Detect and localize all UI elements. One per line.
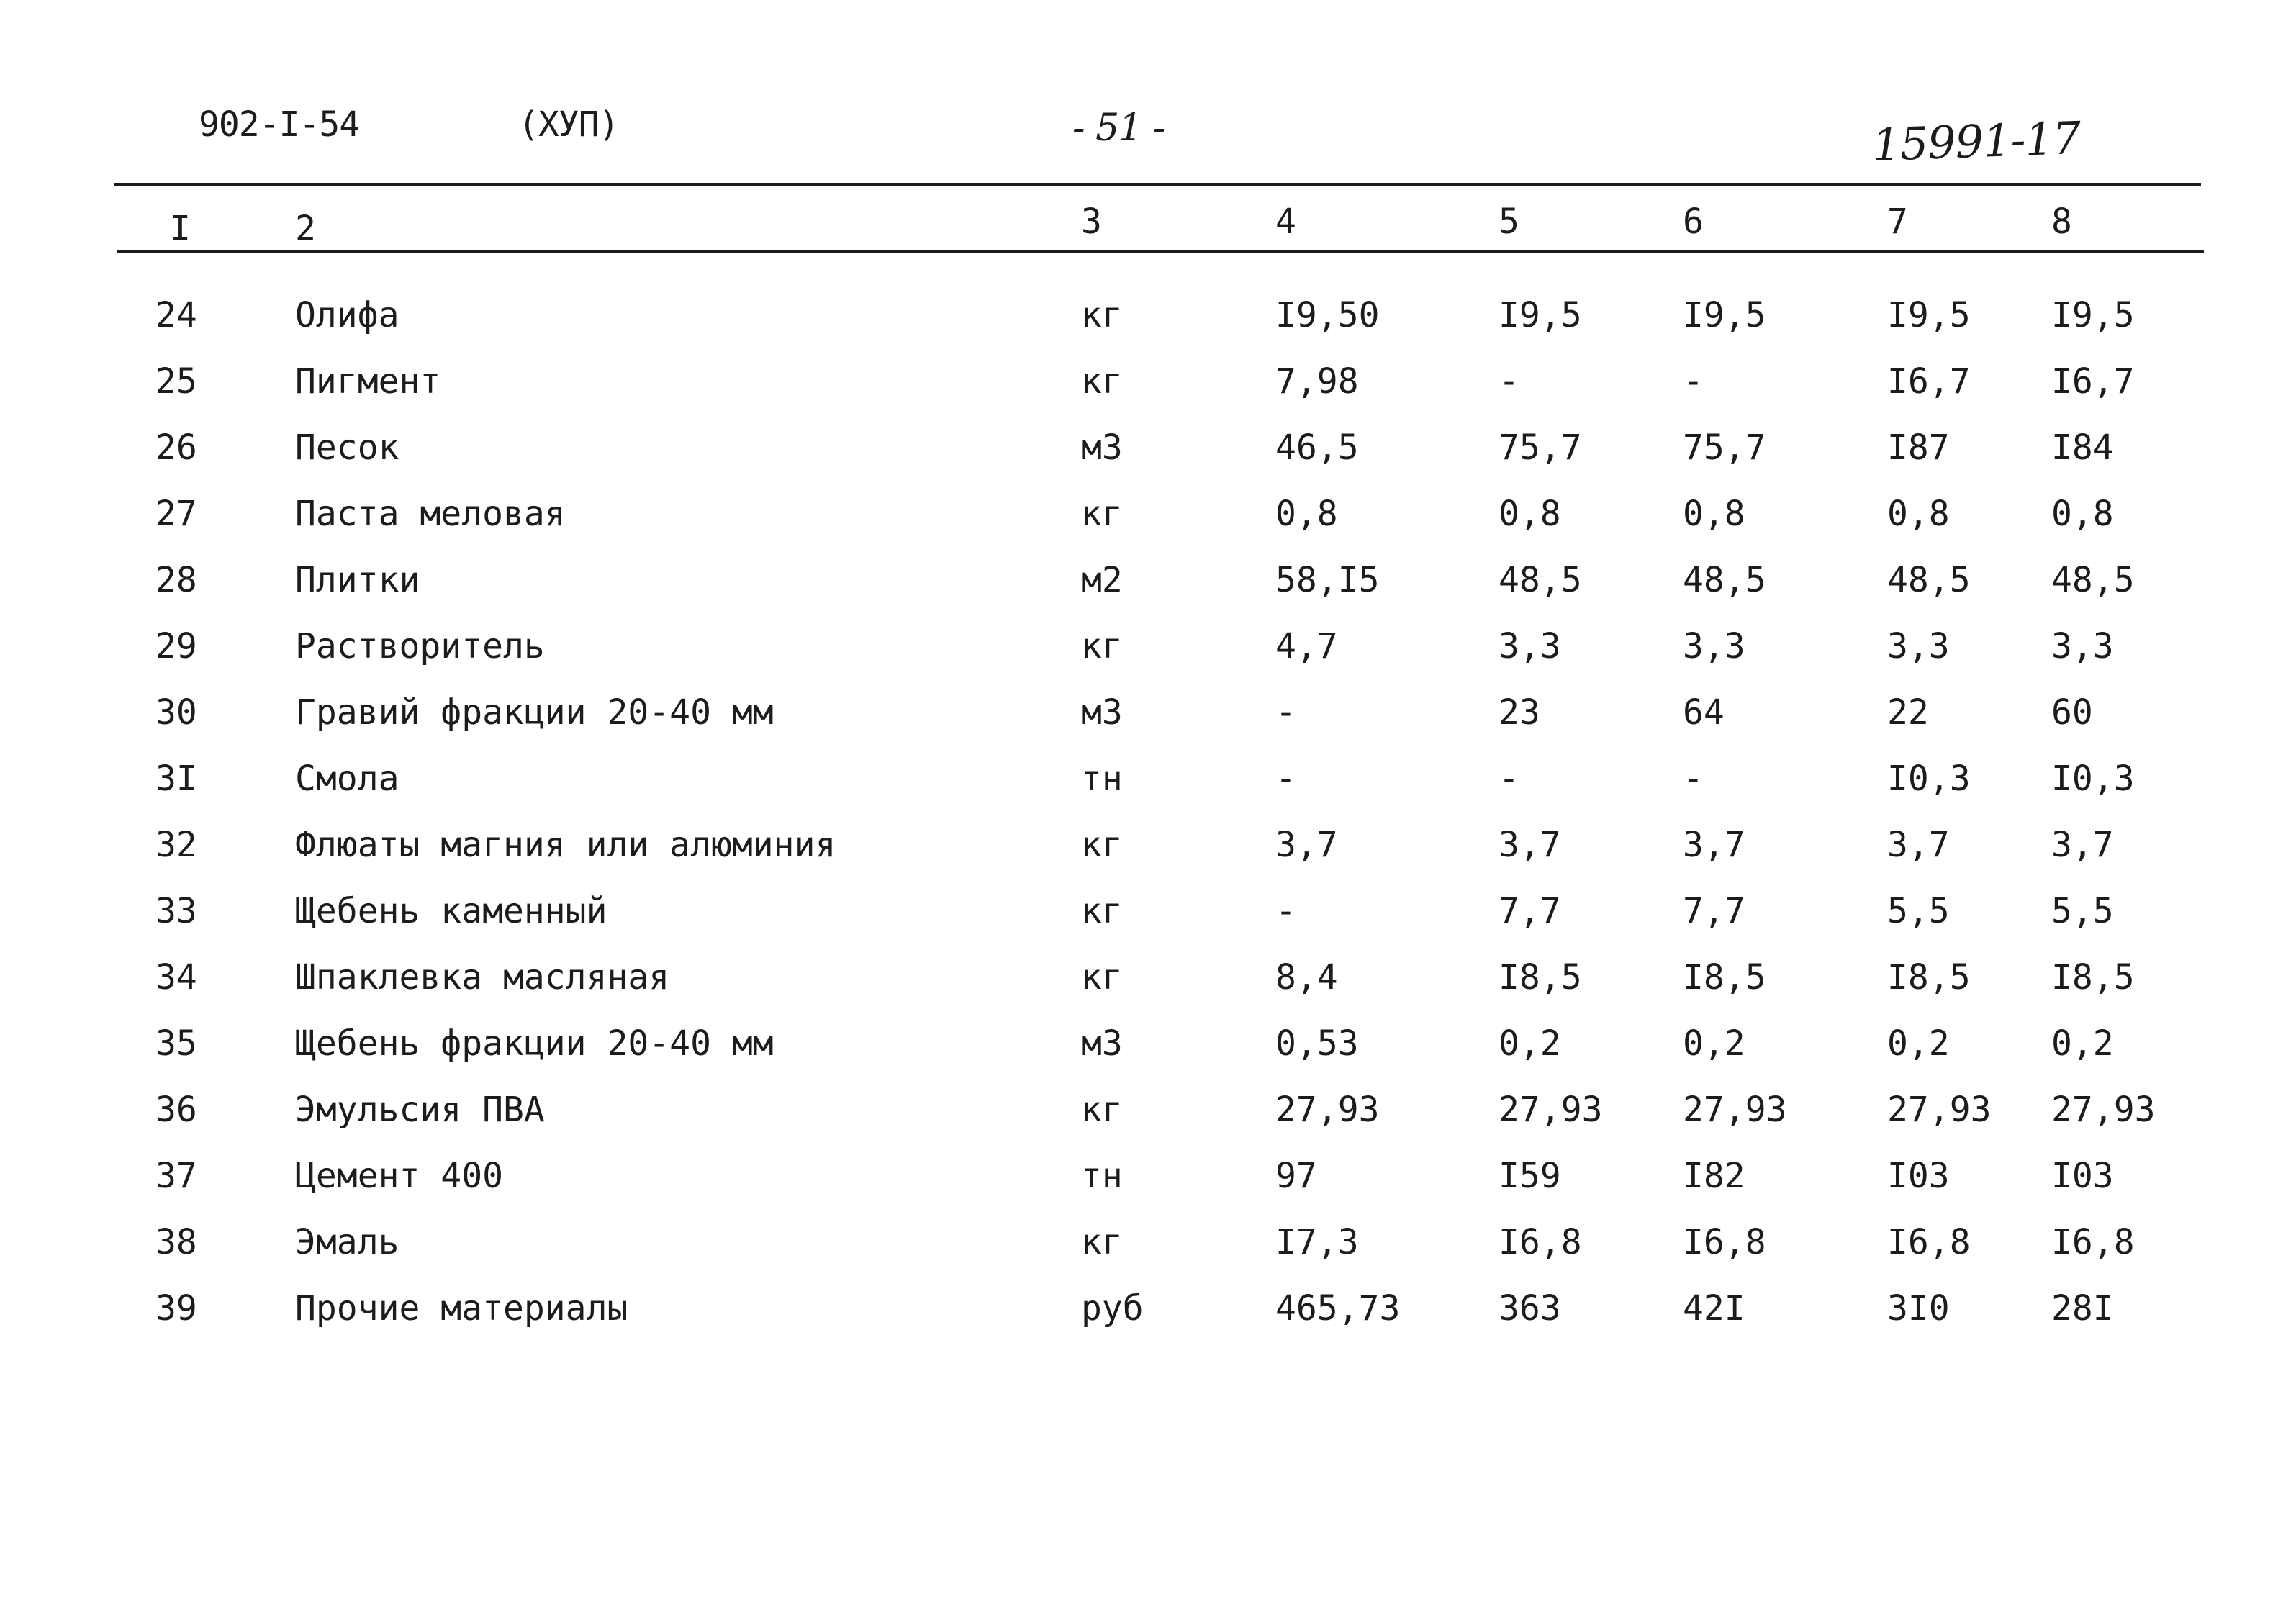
table-row bbox=[0, 679, 2296, 746]
value-col-6: 3,3 bbox=[1683, 626, 1745, 666]
value-col-6: 0,8 bbox=[1683, 494, 1745, 534]
value-col-6: 48,5 bbox=[1683, 560, 1766, 600]
value-col-8: 3,7 bbox=[2051, 825, 2114, 865]
table-row bbox=[0, 878, 2296, 944]
unit-of-measure: м3 bbox=[1081, 1023, 1123, 1064]
unit-of-measure: кг bbox=[1081, 626, 1123, 666]
unit-of-measure: кг bbox=[1081, 494, 1123, 534]
value-col-5: I8,5 bbox=[1499, 957, 1582, 998]
table-row bbox=[0, 746, 2296, 812]
value-col-5: 27,93 bbox=[1499, 1090, 1603, 1130]
table-row bbox=[0, 812, 2296, 878]
value-col-7: I6,7 bbox=[1887, 361, 1971, 402]
unit-of-measure: кг bbox=[1081, 295, 1123, 335]
value-col-6: 42I bbox=[1683, 1288, 1745, 1329]
value-col-5: 23 bbox=[1499, 692, 1540, 733]
value-col-8: I8,5 bbox=[2051, 957, 2135, 998]
value-col-4: 0,53 bbox=[1275, 1023, 1359, 1064]
material-name: Щебень фракции 20-40 мм bbox=[295, 1023, 774, 1064]
value-col-7: 27,93 bbox=[1887, 1090, 1992, 1130]
value-col-4: - bbox=[1275, 759, 1296, 799]
value-col-7: I8,5 bbox=[1887, 957, 1971, 998]
material-name: Паста меловая bbox=[295, 494, 566, 534]
materials-table-body bbox=[0, 282, 2296, 1342]
page-number: - 51 - bbox=[1072, 107, 1165, 150]
value-col-5: I6,8 bbox=[1499, 1222, 1582, 1262]
value-col-7: 0,2 bbox=[1887, 1023, 1950, 1064]
unit-of-measure: тн bbox=[1081, 1156, 1123, 1196]
value-col-4: I7,3 bbox=[1275, 1222, 1359, 1262]
value-col-7: 48,5 bbox=[1887, 560, 1971, 600]
value-col-8: I9,5 bbox=[2051, 295, 2135, 335]
unit-of-measure: тн bbox=[1081, 759, 1123, 799]
row-number: 39 bbox=[155, 1288, 197, 1329]
table-row bbox=[0, 1209, 2296, 1275]
value-col-5: 3,7 bbox=[1499, 825, 1561, 865]
value-col-8: 0,2 bbox=[2051, 1023, 2114, 1064]
value-col-8: I6,8 bbox=[2051, 1222, 2135, 1262]
value-col-8: 3,3 bbox=[2051, 626, 2114, 666]
material-name: Прочие материалы bbox=[295, 1288, 628, 1329]
column-header-2: 2 bbox=[295, 209, 316, 249]
table-row bbox=[0, 944, 2296, 1010]
handwritten-inventory-number: 15991-17 bbox=[1871, 111, 2082, 171]
value-col-8: I03 bbox=[2051, 1156, 2114, 1196]
value-col-7: 3,3 bbox=[1887, 626, 1950, 666]
value-col-6: 64 bbox=[1683, 692, 1725, 733]
value-col-4: 27,93 bbox=[1275, 1090, 1380, 1130]
value-col-6: 0,2 bbox=[1683, 1023, 1745, 1064]
value-col-7: I0,3 bbox=[1887, 759, 1971, 799]
value-col-4: 3,7 bbox=[1275, 825, 1338, 865]
value-col-4: - bbox=[1275, 891, 1296, 931]
table-row bbox=[0, 613, 2296, 679]
table-row bbox=[0, 1143, 2296, 1209]
row-number: 3I bbox=[155, 759, 197, 799]
unit-of-measure: кг bbox=[1081, 957, 1123, 998]
value-col-8: 0,8 bbox=[2051, 494, 2114, 534]
value-col-6: I82 bbox=[1683, 1156, 1745, 1196]
value-col-6: I8,5 bbox=[1683, 957, 1766, 998]
value-col-8: I6,7 bbox=[2051, 361, 2135, 402]
unit-of-measure: м3 bbox=[1081, 428, 1123, 468]
value-col-5: I9,5 bbox=[1499, 295, 1582, 335]
value-col-6: I6,8 bbox=[1683, 1222, 1766, 1262]
value-col-6: 27,93 bbox=[1683, 1090, 1787, 1130]
row-number: 34 bbox=[155, 957, 197, 998]
column-header-3: 3 bbox=[1081, 202, 1102, 242]
material-name: Флюаты магния или алюминия bbox=[295, 825, 836, 865]
column-header-8: 8 bbox=[2051, 202, 2072, 242]
row-number: 24 bbox=[155, 295, 197, 335]
table-row bbox=[0, 415, 2296, 481]
value-col-8: 28I bbox=[2051, 1288, 2114, 1329]
row-number: 38 bbox=[155, 1222, 197, 1262]
value-col-5: 48,5 bbox=[1499, 560, 1582, 600]
material-name: Олифа bbox=[295, 295, 399, 335]
material-name: Шпаклевка масляная bbox=[295, 957, 670, 998]
value-col-6: I9,5 bbox=[1683, 295, 1766, 335]
table-row bbox=[0, 1010, 2296, 1077]
value-col-4: 58,I5 bbox=[1275, 560, 1380, 600]
value-col-7: 0,8 bbox=[1887, 494, 1950, 534]
value-col-7: 22 bbox=[1887, 692, 1929, 733]
material-name: Цемент 400 bbox=[295, 1156, 503, 1196]
row-number: 35 bbox=[155, 1023, 197, 1064]
material-name: Растворитель bbox=[295, 626, 545, 666]
value-col-4: 46,5 bbox=[1275, 428, 1359, 468]
value-col-5: 363 bbox=[1499, 1288, 1561, 1329]
top-rule bbox=[114, 183, 2201, 186]
value-col-7: 3I0 bbox=[1887, 1288, 1950, 1329]
unit-of-measure: кг bbox=[1081, 1090, 1123, 1130]
row-number: 26 bbox=[155, 428, 197, 468]
unit-of-measure: м2 bbox=[1081, 560, 1123, 600]
column-header-1: I bbox=[170, 209, 191, 249]
value-col-6: 75,7 bbox=[1683, 428, 1766, 468]
unit-of-measure: кг bbox=[1081, 825, 1123, 865]
material-name: Эмаль bbox=[295, 1222, 399, 1262]
row-number: 28 bbox=[155, 560, 197, 600]
material-name: Гравий фракции 20-40 мм bbox=[295, 692, 774, 733]
value-col-4: 465,73 bbox=[1275, 1288, 1401, 1329]
value-col-6: 3,7 bbox=[1683, 825, 1745, 865]
column-header-6: 6 bbox=[1683, 202, 1704, 242]
row-number: 33 bbox=[155, 891, 197, 931]
row-number: 27 bbox=[155, 494, 197, 534]
material-name: Эмульсия ПВА bbox=[295, 1090, 545, 1130]
value-col-6: - bbox=[1683, 361, 1704, 402]
value-col-7: I03 bbox=[1887, 1156, 1950, 1196]
row-number: 29 bbox=[155, 626, 197, 666]
table-row bbox=[0, 1077, 2296, 1143]
sheet-number: (ХУП) bbox=[518, 104, 619, 145]
value-col-4: 7,98 bbox=[1275, 361, 1359, 402]
table-row bbox=[0, 1275, 2296, 1342]
value-col-8: 27,93 bbox=[2051, 1090, 2156, 1130]
unit-of-measure: м3 bbox=[1081, 692, 1123, 733]
value-col-8: I0,3 bbox=[2051, 759, 2135, 799]
value-col-5: I59 bbox=[1499, 1156, 1561, 1196]
value-col-7: I87 bbox=[1887, 428, 1950, 468]
unit-of-measure: кг bbox=[1081, 891, 1123, 931]
materials-table bbox=[0, 282, 2296, 1342]
material-name: Щебень каменный bbox=[295, 891, 607, 931]
value-col-4: 97 bbox=[1275, 1156, 1317, 1196]
value-col-7: 3,7 bbox=[1887, 825, 1950, 865]
value-col-4: 0,8 bbox=[1275, 494, 1338, 534]
material-name: Смола bbox=[295, 759, 399, 799]
column-header-5: 5 bbox=[1499, 202, 1519, 242]
material-name: Пигмент bbox=[295, 361, 441, 402]
unit-of-measure: кг bbox=[1081, 1222, 1123, 1262]
unit-of-measure: кг bbox=[1081, 361, 1123, 402]
row-number: 30 bbox=[155, 692, 197, 733]
table-row bbox=[0, 282, 2296, 348]
value-col-7: I9,5 bbox=[1887, 295, 1971, 335]
value-col-7: I6,8 bbox=[1887, 1222, 1971, 1262]
column-header-4: 4 bbox=[1275, 202, 1296, 242]
row-number: 25 bbox=[155, 361, 197, 402]
table-row bbox=[0, 348, 2296, 415]
row-number: 32 bbox=[155, 825, 197, 865]
value-col-4: 4,7 bbox=[1275, 626, 1338, 666]
value-col-5: - bbox=[1499, 759, 1519, 799]
value-col-8: 5,5 bbox=[2051, 891, 2114, 931]
value-col-5: 75,7 bbox=[1499, 428, 1582, 468]
value-col-8: 48,5 bbox=[2051, 560, 2135, 600]
row-number: 36 bbox=[155, 1090, 197, 1130]
value-col-4: I9,50 bbox=[1275, 295, 1380, 335]
value-col-8: I84 bbox=[2051, 428, 2114, 468]
value-col-4: - bbox=[1275, 692, 1296, 733]
value-col-4: 8,4 bbox=[1275, 957, 1338, 998]
table-row bbox=[0, 547, 2296, 613]
value-col-5: 7,7 bbox=[1499, 891, 1561, 931]
column-header-7: 7 bbox=[1887, 202, 1908, 242]
table-row bbox=[0, 481, 2296, 547]
value-col-5: 0,2 bbox=[1499, 1023, 1561, 1064]
header-rule bbox=[117, 250, 2204, 253]
value-col-7: 5,5 bbox=[1887, 891, 1950, 931]
value-col-5: 0,8 bbox=[1499, 494, 1561, 534]
unit-of-measure: руб bbox=[1081, 1288, 1144, 1329]
value-col-6: 7,7 bbox=[1683, 891, 1745, 931]
row-number: 37 bbox=[155, 1156, 197, 1196]
value-col-8: 60 bbox=[2051, 692, 2093, 733]
material-name: Песок bbox=[295, 428, 399, 468]
material-name: Плитки bbox=[295, 560, 420, 600]
value-col-5: - bbox=[1499, 361, 1519, 402]
document-code: 902-I-54 bbox=[199, 104, 360, 145]
value-col-6: - bbox=[1683, 759, 1704, 799]
value-col-5: 3,3 bbox=[1499, 626, 1561, 666]
